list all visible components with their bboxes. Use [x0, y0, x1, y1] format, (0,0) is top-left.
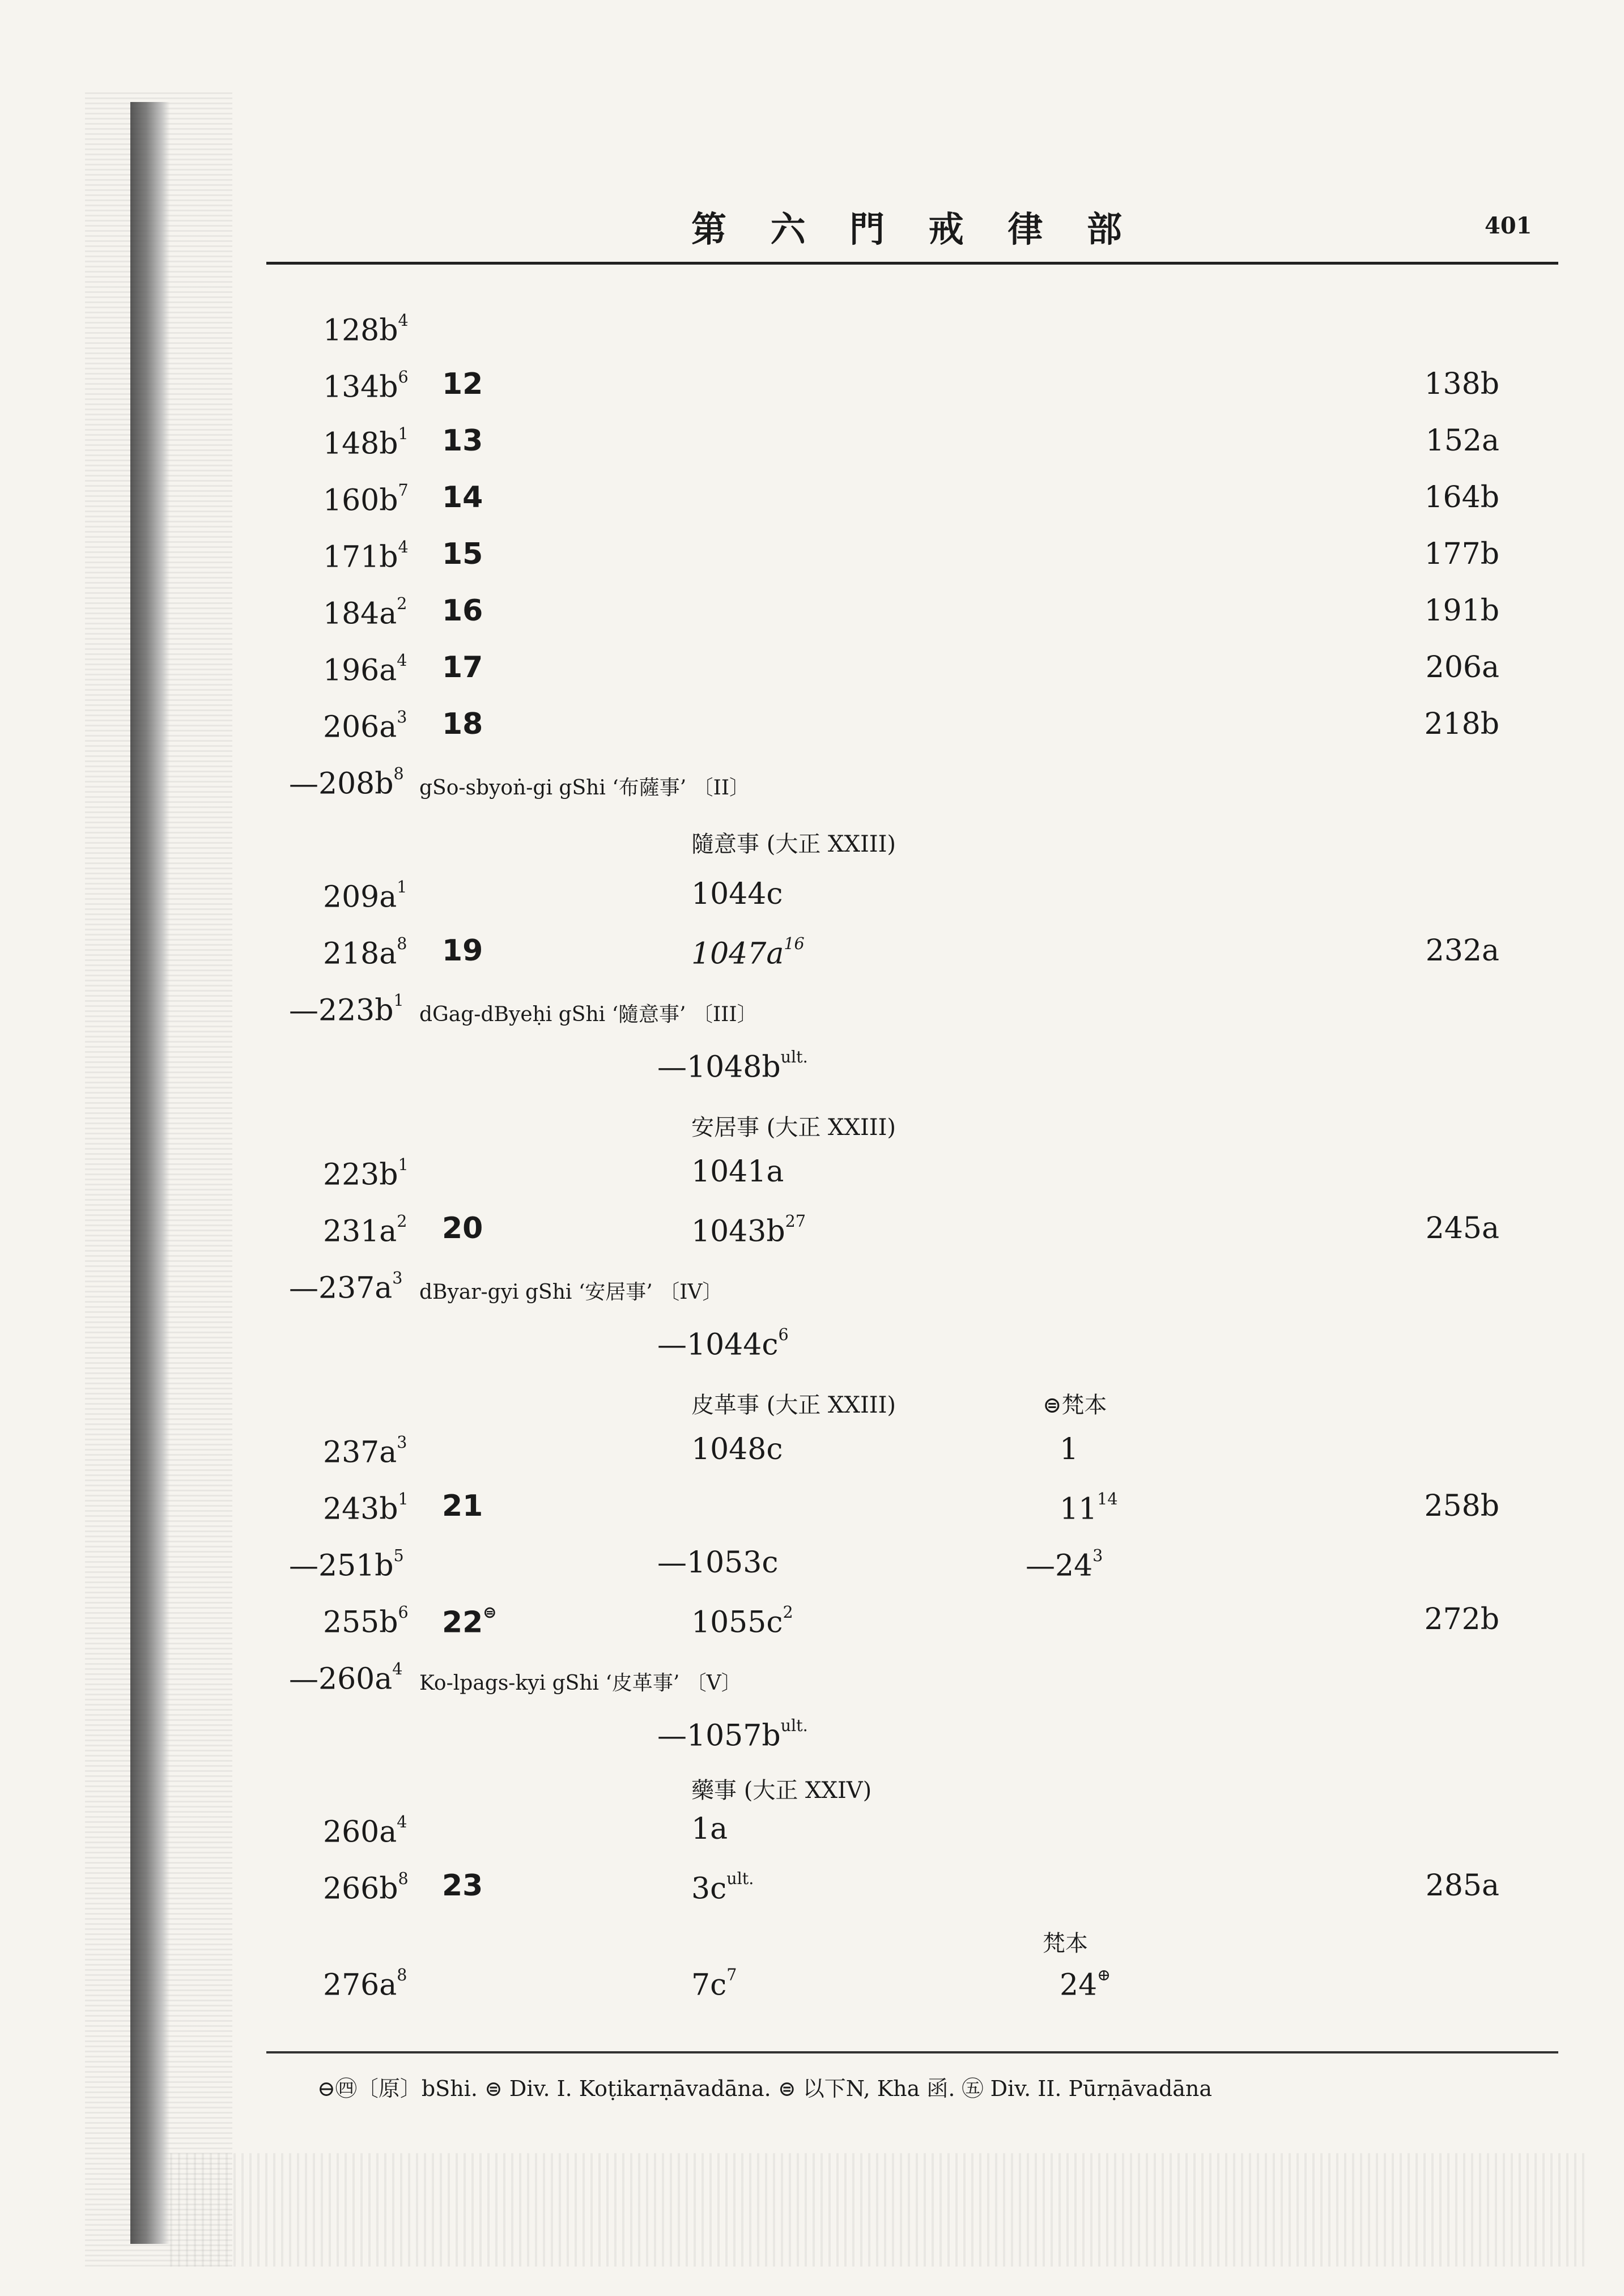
section-end-row: $—237a^3$ dByar-gyi gShi ‘安居事’ 〔IV〕 [289, 1268, 723, 1306]
section-end-row: $—260a^4$ Ko-lpags-kyi gShi ‘皮革事’ 〔V〕 [289, 1659, 742, 1697]
table-row: $237a^3$ 1048c 1 [323, 1432, 1079, 1470]
section-heading: 安居事 (大正 XXIII) [691, 1115, 896, 1141]
footnote: ⊖㊃〔原〕bShi. ⊜ Div. I. Koṭikarṇāvadāna. ⊜ 以下N, Kha 函. ㊄ Div. II. Pūrṇāvadāna [317, 2076, 1213, 2101]
section-heading-row [0, 1772, 1624, 1806]
section-heading-row [0, 1387, 1624, 1421]
volume-number: 21 [442, 1489, 483, 1523]
table-row: $255b^6$ 22⊜ $1055c^2$ 272b [323, 1602, 1499, 1640]
table-row: $276a^8$ $7c^7$ 24⊕ [323, 1965, 1111, 2002]
volume-number: 13 [442, 424, 483, 458]
reference-row: $—1057b^{ult.}$ [657, 1716, 808, 1753]
table-row: $231a^2$ 20 $1043b^{27}$ 245a [323, 1211, 1499, 1249]
volume-number: 18 [442, 707, 483, 741]
header-rule [266, 262, 1558, 265]
section-subheading: 梵本 [1043, 1931, 1088, 1957]
volume-number: 12 [442, 367, 483, 401]
volume-number: 19 [442, 934, 483, 968]
section-end-row: $—208b^8$ gSo-sbyoṅ-gi gShi ‘布薩事’ 〔II〕 [289, 764, 750, 801]
section-heading-row [0, 1925, 1624, 1959]
table-row: $218a^8$ 19 $1047a^{16}$ 232a [323, 934, 1499, 971]
table-row: $209a^1$ 1044c [323, 877, 783, 915]
volume-number: 15 [442, 537, 483, 571]
volume-number: 17 [442, 650, 483, 684]
volume-number: 14 [442, 481, 483, 515]
table-row: $134b^6$ 12 138b [323, 367, 1499, 405]
volume-number: 20 [442, 1211, 483, 1245]
table-row: $171b^4$ 15 177b [323, 537, 1499, 575]
section-title: Ko-lpags-kyi gShi ‘皮革事’ 〔V〕 [419, 1672, 742, 1695]
section-heading: 隨意事 (大正 XXIII) [691, 831, 896, 857]
section-heading: 皮革事 (大正 XXIII) [691, 1392, 896, 1418]
section-title: dByar-gyi gShi ‘安居事’ 〔IV〕 [419, 1281, 723, 1304]
reference-row: $—1048b^{ult.}$ [657, 1047, 808, 1085]
table-row: $128b^4$ [323, 311, 409, 348]
footnote-marker: ⊜ [483, 1602, 497, 1622]
volume-number: 22 [442, 1605, 483, 1640]
section-title: gSo-sbyoṅ-gi gShi ‘布薩事’ 〔II〕 [419, 776, 750, 800]
table-row: $243b^1$ 21 $11^{14}$ 258b [323, 1489, 1499, 1527]
section-end-row: $—223b^1$ dGag-dByeḥi gShi ‘隨意事’ 〔III〕 [289, 990, 758, 1028]
section-heading: 藥事 (大正 XXIV) [691, 1778, 872, 1804]
footnote-marker: ⊕ [1097, 1965, 1111, 1984]
table-row: $206a^3$ 18 218b [323, 707, 1499, 745]
table-row: $196a^4$ 17 206a [323, 650, 1499, 688]
table-row: $—251b^5$ —1053c $—24^3$ [289, 1546, 1103, 1583]
table-row: $184a^2$ 16 191b [323, 594, 1499, 631]
table-row: $266b^8$ 23 $3c^{ult.}$ 285a [323, 1869, 1499, 1906]
section-heading-row [0, 1109, 1624, 1143]
table-row: $160b^7$ 14 164b [323, 481, 1499, 518]
page-title: 第 六 門 戒 律 部 [691, 209, 1138, 250]
footnote-rule [266, 2051, 1558, 2053]
reference-row: $—1044c^6$ [657, 1325, 789, 1362]
page-number: 401 [1485, 212, 1532, 239]
section-title: dGag-dByeḥi gShi ‘隨意事’ 〔III〕 [419, 1003, 758, 1026]
section-heading-row [0, 826, 1624, 860]
volume-number: 16 [442, 594, 483, 628]
section-subheading: ⊜梵本 [1043, 1392, 1107, 1418]
table-row: $223b^1$ 1041a [323, 1155, 784, 1192]
table-row: $148b^1$ 13 152a [323, 424, 1499, 461]
table-row: $260a^4$ 1a [323, 1812, 728, 1849]
volume-number: 23 [442, 1869, 483, 1903]
